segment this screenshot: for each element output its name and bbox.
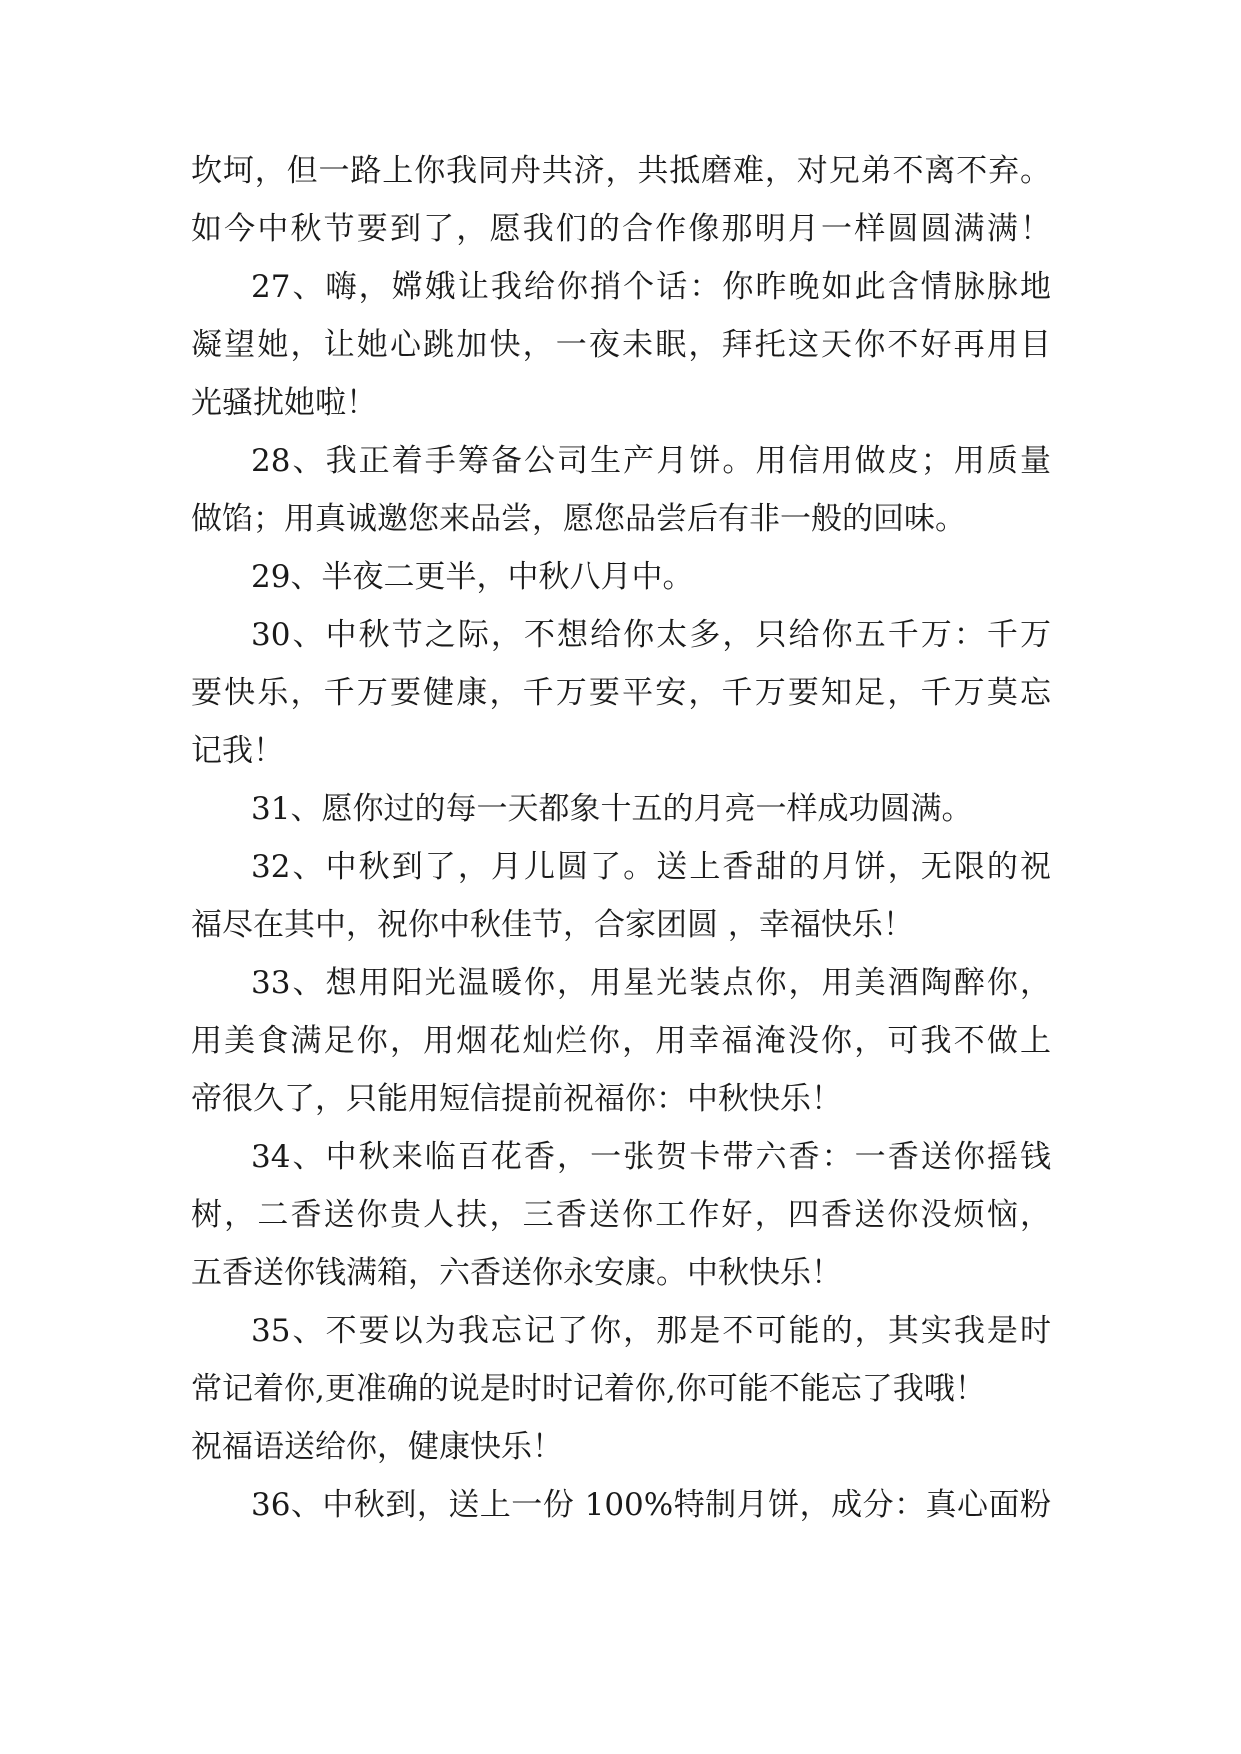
text-line: 27、嗨，嫦娥让我给你捎个话：你昨晚如此含情脉脉地 [251, 269, 1051, 305]
text-line: 36、中秋到，送上一份 100%特制月饼，成分：真心面粉 [251, 1487, 1051, 1523]
text-line: 要快乐，千万要健康，千万要平安，千万要知足，千万莫忘 [191, 675, 1051, 711]
text-line: 28、我正着手筹备公司生产月饼。用信用做皮；用质量 [251, 443, 1051, 479]
text-line: 记我！ [191, 733, 284, 769]
text-line: 35、不要以为我忘记了你，那是不可能的，其实我是时 [251, 1313, 1051, 1349]
text-line: 做馅；用真诚邀您来品尝，愿您品尝后有非一般的回味。 [191, 501, 966, 537]
text-line: 32、中秋到了，月儿圆了。送上香甜的月饼，无限的祝 [251, 849, 1051, 885]
text-line: 34、中秋来临百花香，一张贺卡带六香：一香送你摇钱 [251, 1139, 1051, 1175]
text-line: 29、半夜二更半，中秋八月中。 [251, 559, 694, 595]
text-line: 如今中秋节要到了，愿我们的合作像那明月一样圆圆满满！ [191, 211, 1051, 247]
text-line: 福尽在其中，祝你中秋佳节，合家团圆 ，幸福快乐！ [191, 907, 914, 943]
text-line: 光骚扰她啦！ [191, 385, 377, 421]
text-line: 祝福语送给你，健康快乐！ [191, 1429, 563, 1465]
text-line: 树，二香送你贵人扶，三香送你工作好，四香送你没烦恼， [191, 1197, 1051, 1233]
text-line: 30、中秋节之际，不想给你太多，只给你五千万：千万 [251, 617, 1051, 653]
document-body [191, 142, 1051, 1534]
text-line: 31、愿你过的每一天都象十五的月亮一样成功圆满。 [251, 791, 973, 827]
text-line: 五香送你钱满箱，六香送你永安康。中秋快乐！ [191, 1255, 842, 1291]
text-line: 帝很久了，只能用短信提前祝福你：中秋快乐！ [191, 1081, 842, 1117]
text-line: 常记着你,更准确的说是时时记着你,你可能不能忘了我哦！ [191, 1371, 986, 1407]
text-line: 坎坷，但一路上你我同舟共济，共抵磨难，对兄弟不离不弃。 [191, 153, 1051, 189]
text-line: 凝望她，让她心跳加快，一夜未眠，拜托这天你不好再用目 [191, 327, 1051, 363]
text-line: 用美食满足你，用烟花灿烂你，用幸福淹没你，可我不做上 [191, 1023, 1051, 1059]
text-line: 33、想用阳光温暖你，用星光装点你，用美酒陶醉你， [251, 965, 1051, 1001]
